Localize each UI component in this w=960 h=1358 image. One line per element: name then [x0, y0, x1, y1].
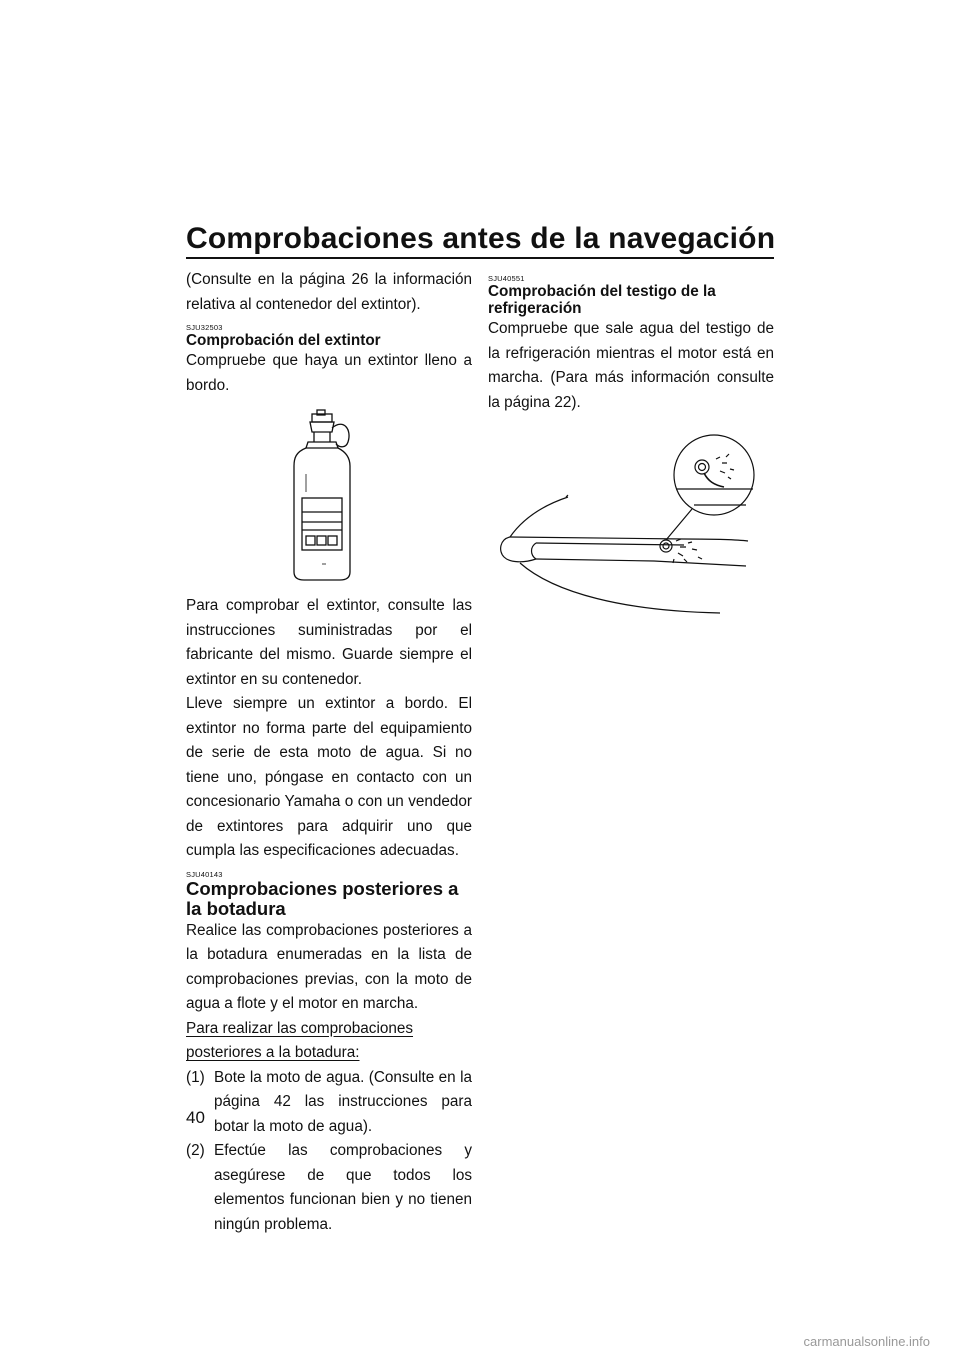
page-number: 40 [186, 1108, 205, 1127]
intro-paragraph: (Consulte en la página 26 la información relativa al contenedor del extintor). [186, 271, 472, 313]
section-code: SJU40551 [488, 274, 525, 283]
section-heading-refrigeracion: Comprobación del testigo de la refrigeración [488, 283, 716, 317]
extintor-paragraph: Compruebe que haya un extintor lleno a bordo. [186, 352, 472, 394]
left-column [186, 268, 472, 1237]
list-item: (2) Efectúe las comprobaciones y asegúrese de que todos los elementos funcionan bien y no tienen ningún problema. [186, 1142, 472, 1233]
extintor-onboard-paragraph: Lleve siempre un extintor a bordo. El extintor no forma parte del equipamiento de serie de esta moto de agua. Si no tiene uno, póngase en contacto con un concesionario Yamaha o con un vendedor de extintores para adquirir uno que cumpla las especificaciones adecuadas. [186, 695, 472, 859]
list-item: (1) Bote la moto de agua. (Consulte en la página 42 las instrucciones para botar la moto de agua). [186, 1068, 472, 1135]
refrigeracion-paragraph: Compruebe que sale agua del testigo de la refrigeración mientras el motor está en marcha. (Para más información consulte la página 22). [488, 320, 774, 411]
section-heading-extintor: Comprobación del extintor [186, 332, 381, 349]
cooling-indicator-illustration [484, 427, 764, 627]
botadura-paragraph: Realice las comprobaciones posteriores a la botadura enumeradas en la lista de comprobaciones previas, con la moto de agua a flote y el motor en marcha. [186, 921, 472, 1012]
steps-list [186, 1066, 472, 1238]
section-code: SJU32503 [186, 323, 223, 332]
page-title: Comprobaciones antes de la navegación [186, 222, 776, 255]
fire-extinguisher-illustration [284, 408, 374, 584]
title-rule [186, 257, 774, 259]
section-code: SJU40143 [186, 869, 223, 879]
right-column [488, 268, 774, 627]
extintor-check-paragraph: Para comprobar el extintor, consulte las instrucciones suministradas por el fabricante del mismo. Guarde siempre el extintor en su contenedor. [186, 597, 472, 688]
section-heading-botadura: Comprobaciones posteriores a la botadura [186, 877, 459, 919]
footer-watermark[interactable]: carmanualsonline.info [803, 1334, 930, 1349]
botadura-subheading: Para realizar las comprobaciones posteriores a la botadura: [186, 1019, 414, 1061]
